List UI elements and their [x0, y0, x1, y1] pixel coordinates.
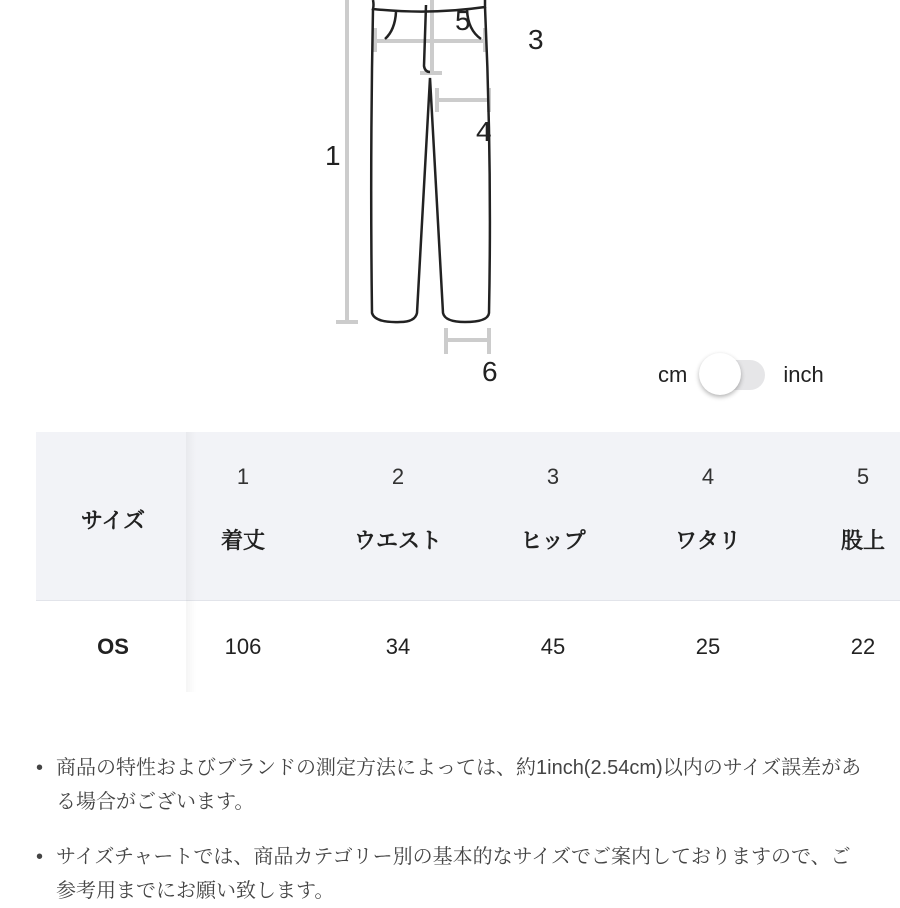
dimension-label-3: 3: [528, 24, 544, 55]
size-os: OS: [97, 634, 129, 659]
table-cell: 106: [224, 634, 262, 659]
note-text: サイズチャートでは、商品カテゴリー別の基本的なサイズでご案内しておりますので、ご参考用までにお願い致します。: [56, 846, 851, 902]
dimension-label-6: 6: [482, 356, 498, 387]
table-cell: 25: [695, 634, 721, 659]
column-number: 4: [701, 464, 715, 489]
row-header-size: サイズ: [80, 508, 146, 533]
column-name: ヒップ: [520, 528, 586, 553]
column-name: ウエスト: [353, 528, 443, 553]
table-cell: 22: [850, 634, 876, 659]
table-header: [36, 432, 900, 601]
column-name: ワタリ: [675, 528, 741, 553]
column-name: 着丈: [220, 528, 266, 553]
unit-cm-label[interactable]: cm: [658, 362, 688, 387]
note-1: [36, 751, 866, 819]
column-number: 5: [856, 464, 870, 489]
dimension-label-5: 5: [455, 5, 471, 36]
table-cell: 34: [385, 634, 411, 659]
bullet-icon: •: [36, 757, 44, 779]
pants-diagram: [0, 0, 900, 400]
unit-switch[interactable]: [705, 360, 765, 390]
switch-knob[interactable]: [699, 353, 741, 395]
unit-inch-label[interactable]: inch: [783, 362, 824, 387]
column-name: 股上: [840, 528, 886, 553]
bullet-icon: •: [36, 846, 44, 868]
column-number: 1: [236, 464, 250, 489]
unit-toggle[interactable]: [658, 360, 824, 390]
column-number: 2: [391, 464, 405, 489]
dimension-label-1: 1: [325, 140, 341, 171]
table-cell: 45: [540, 634, 566, 659]
column-number: 3: [546, 464, 560, 489]
size-table: [36, 432, 900, 692]
dimension-label-4: 4: [476, 116, 492, 147]
note-2: [36, 840, 866, 908]
note-text: 商品の特性およびブランドの測定方法によっては、約1inch(2.54cm)以内のサイズ誤差がある場合がございます。: [56, 757, 862, 813]
